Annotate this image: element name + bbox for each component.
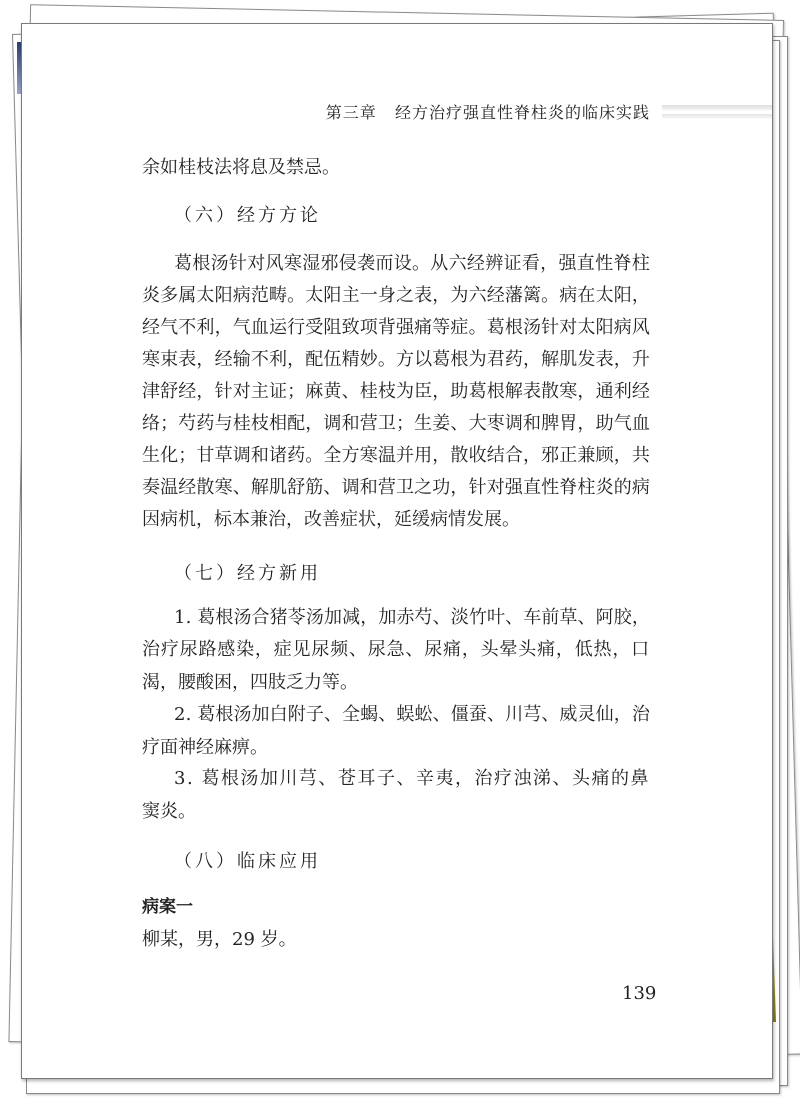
section-heading: （七）经方新用 (174, 563, 321, 584)
list-item-line: 渴，腰酸困，四肢乏力等。 (142, 672, 358, 693)
case-title: 病案一 (142, 897, 193, 917)
list-item-line: 治疗尿路感染，症见尿频、尿急、尿痛，头晕头痛，低热，口 (142, 639, 650, 660)
paragraph-line: 奏温经散寒、解肌舒筋、调和营卫之功，针对强直性脊柱炎的病 (142, 477, 650, 498)
section-heading: （六）经方方论 (174, 205, 321, 226)
list-item-line: 疗面神经麻痹。 (142, 737, 268, 758)
running-header (326, 102, 650, 124)
section-heading: （八）临床应用 (174, 851, 321, 872)
chapter-title: 经方治疗强直性脊柱炎的临床实践 (394, 103, 650, 122)
list-item-line: 1. 葛根汤合猪苓汤加减，加赤芍、淡竹叶、车前草、阿胶， (174, 607, 650, 628)
chapter-number: 第三章 (325, 103, 377, 122)
paragraph-line: 炎多属太阳病范畴。太阳主一身之表，为六经藩篱。病在太阳， (142, 285, 650, 306)
page-number: 139 (622, 983, 657, 1004)
paragraph-line: 津舒经，针对主证；麻黄、桂枝为臣，助葛根解表散寒，通利经 (142, 381, 650, 402)
paragraph-line: 络；芍药与桂枝相配，调和营卫；生姜、大枣调和脾胃，助气血 (142, 413, 650, 434)
paragraph-line: 葛根汤针对风寒湿邪侵袭而设。从六经辨证看，强直性脊柱 (174, 253, 650, 274)
case-line: 柳某，男，29 岁。 (142, 929, 297, 950)
list-item-line: 2. 葛根汤加白附子、全蝎、蜈蚣、僵蚕、川芎、威灵仙，治 (174, 704, 650, 725)
list-item-line: 3. 葛根汤加川芎、苍耳子、辛夷，治疗浊涕、头痛的鼻 (174, 768, 650, 789)
paragraph-line: 寒束表，经输不利，配伍精妙。方以葛根为君药，解肌发表，升 (142, 349, 650, 370)
paragraph-line: 余如桂枝法将息及禁忌。 (142, 157, 340, 178)
list-item-line: 窦炎。 (142, 801, 196, 822)
paragraph-line: 因病机，标本兼治，改善症状，延缓病情发展。 (142, 509, 520, 530)
book-page (21, 23, 773, 1079)
paragraph-line: 生化；甘草调和诸药。全方寒温并用，散收结合，邪正兼顾，共 (142, 445, 650, 466)
paragraph-line: 经气不利，气血运行受阻致项背强痛等症。葛根汤针对太阳病风 (142, 317, 650, 338)
header-decoration (662, 102, 772, 124)
